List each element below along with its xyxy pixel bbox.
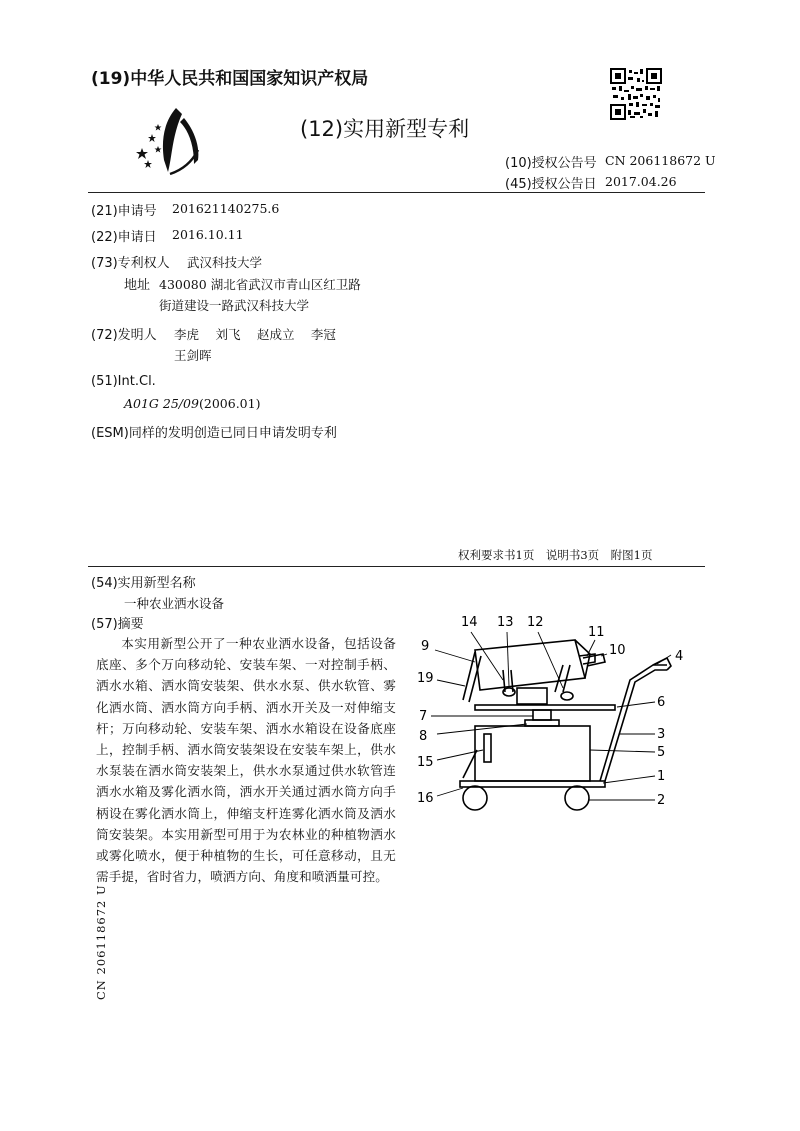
figure-label-2: 2 — [657, 793, 666, 808]
publication-date: 2017.04.26 — [605, 174, 677, 189]
publication-number-label: (10)授权公告号 — [505, 156, 597, 171]
spray-drum — [475, 640, 585, 690]
figure-label-11: 11 — [588, 625, 605, 640]
qr-code — [610, 68, 662, 120]
figure-label-4: 4 — [675, 649, 684, 664]
figure-label-15: 15 — [417, 755, 434, 770]
figure-label-3: 3 — [657, 727, 666, 742]
abstract-figure — [405, 610, 710, 815]
figure-label-13: 13 — [497, 615, 514, 630]
esm-note: (ESM)同样的发明创造已同日申请发明专利 — [91, 426, 337, 441]
figure-label-7: 7 — [419, 709, 428, 724]
patentee: 武汉科技大学 — [187, 255, 263, 270]
header-rule — [88, 192, 705, 193]
inventors-line-2: 王剑晖 — [174, 348, 212, 363]
application-date: 2016.10.11 — [172, 227, 244, 242]
inventors-line-1: 李虎 刘飞 赵成立 李冠 — [174, 327, 336, 342]
section-rule — [88, 566, 705, 567]
address-label: 地址 — [124, 278, 151, 293]
publication-date-label: (45)授权公告日 — [505, 177, 597, 192]
figure-label-14: 14 — [461, 615, 478, 630]
figure-label-9: 9 — [421, 639, 430, 654]
cnipa-logo — [128, 100, 218, 180]
address-line-1: 430080 湖北省武汉市青山区红卫路 — [159, 277, 361, 292]
application-number-label: (21)申请号 — [91, 204, 157, 219]
figure-label-16: 16 — [417, 791, 434, 806]
document-type: (12)实用新型专利 — [300, 117, 470, 141]
page-counts: 权利要求书1页 说明书3页 附图1页 — [458, 548, 653, 562]
patentee-label: (73)专利权人 — [91, 256, 170, 271]
side-publication-code: CN 206118672 U — [94, 884, 108, 1000]
office-name: (19)中华人民共和国国家知识产权局 — [91, 69, 369, 89]
intcl-label: (51)Int.Cl. — [91, 374, 156, 389]
inventor-label: (72)发明人 — [91, 328, 157, 343]
abstract-text: 本实用新型公开了一种农业洒水设备，包括设备底座、多个万向移动轮、安装车架、一对控制手柄、洒水水箱、洒水筒安装架、供水水泵、供水软管、雾化洒水筒、洒水筒方向手柄、洒水开关及一对伸缩支杆；万向移动轮、安装车架、洒水水箱设在设备底座上，控制手柄、洒水筒安装架设在安装车架上，供水水泵装在洒水筒安装架上，供水水泵通过供水软管连洒水水箱及雾化洒水筒，洒水开关通过洒水筒方向手柄设在雾化洒水筒上，伸缩支杆连雾化洒水筒及洒水筒安装架。本实用新型可用于为农林业的种植物洒水或雾化喷水，便于种植物的生长，可任意移动，且无需手提，省时省力，喷洒方向、角度和喷洒量可控。 — [96, 636, 396, 885]
figure-label-1: 1 — [657, 769, 666, 784]
figure-label-6: 6 — [657, 695, 666, 710]
publication-number: CN 206118672 U — [605, 153, 716, 168]
figure-label-10: 10 — [609, 643, 626, 658]
figure-label-5: 5 — [657, 745, 666, 760]
intcl-code: A01G 25/09 — [124, 396, 199, 411]
figure-label-8: 8 — [419, 729, 428, 744]
application-number: 201621140275.6 — [172, 201, 280, 216]
figure-label-12: 12 — [527, 615, 544, 630]
intcl-date: (2006.01) — [199, 396, 261, 411]
utility-model-title: 一种农业洒水设备 — [124, 596, 225, 611]
abstract-label: (57)摘要 — [91, 617, 144, 632]
title-label: (54)实用新型名称 — [91, 576, 196, 591]
application-date-label: (22)申请日 — [91, 230, 157, 245]
figure-label-19: 19 — [417, 671, 434, 686]
address-line-2: 街道建设一路武汉科技大学 — [159, 298, 310, 313]
